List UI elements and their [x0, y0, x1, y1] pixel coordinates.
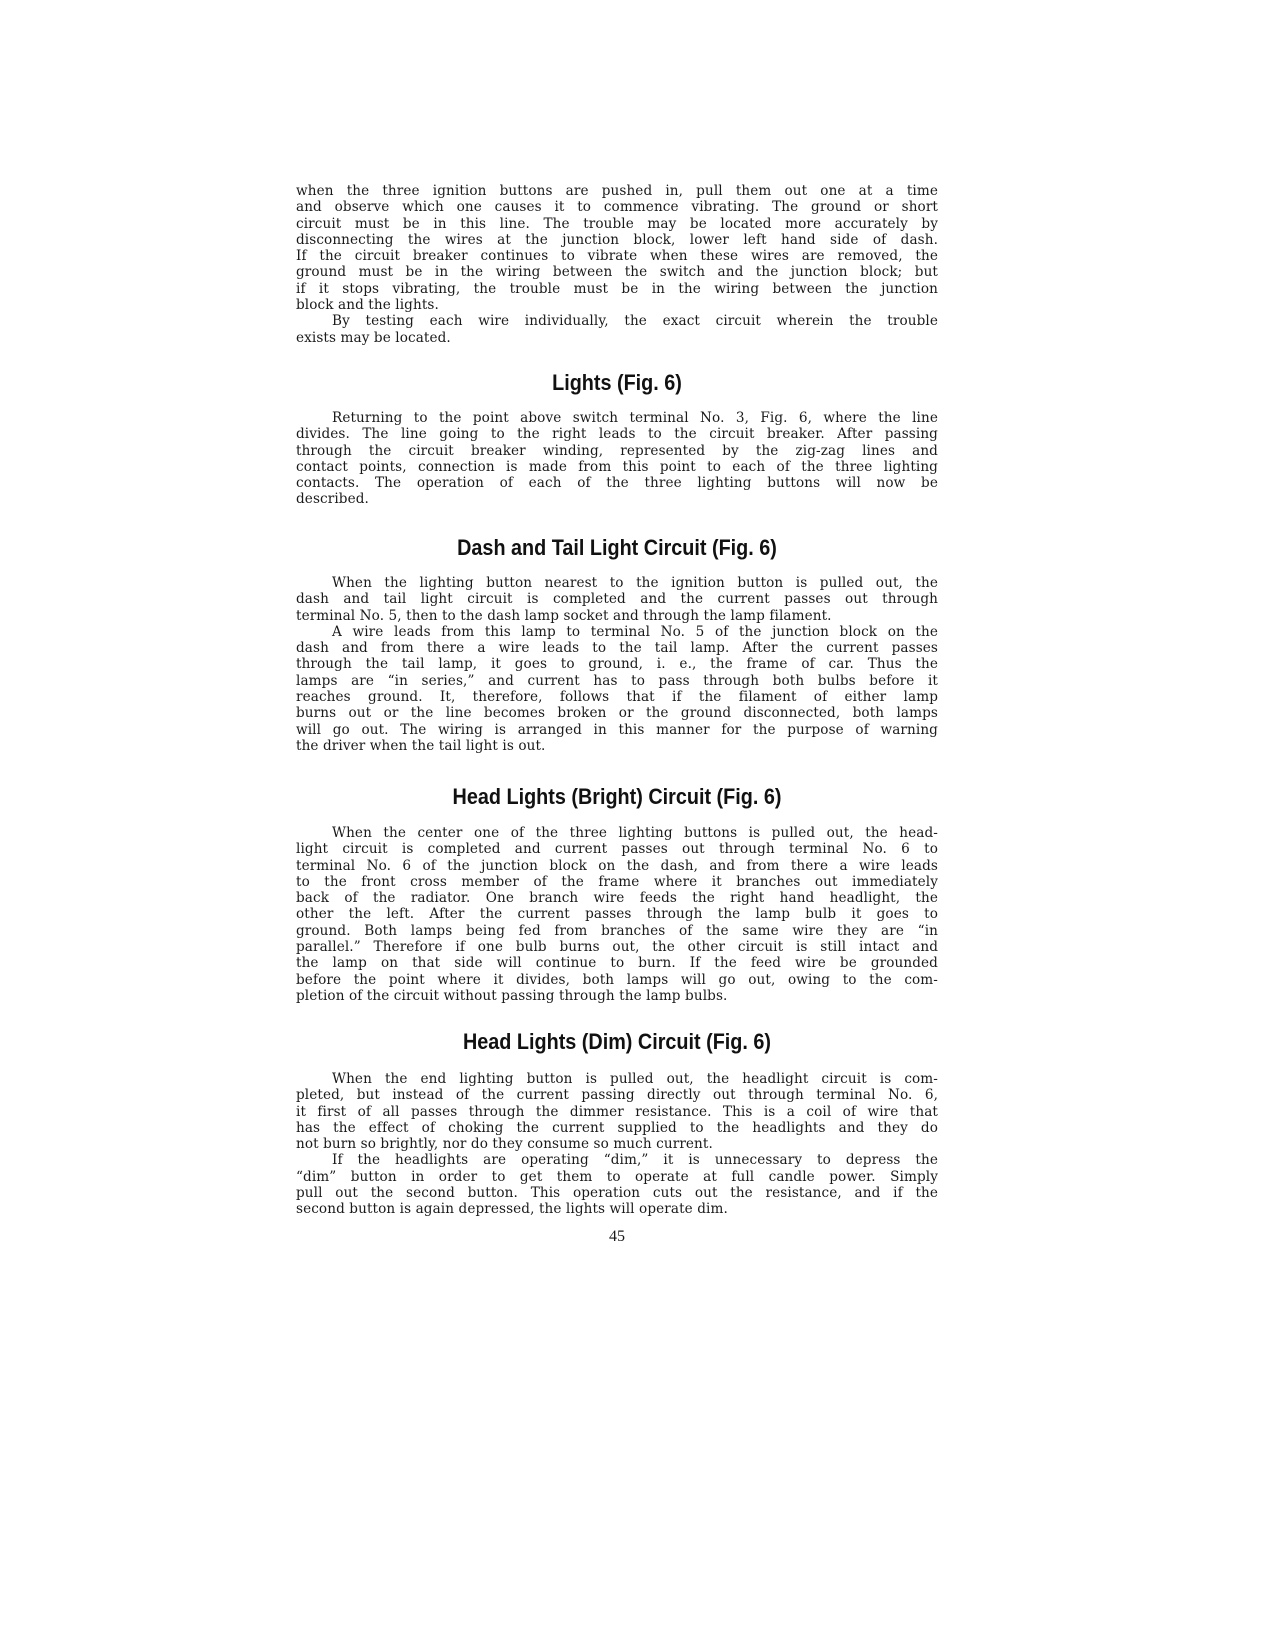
- text-line: lamps are “in series,” and current has to pass through both bulbs before it: [296, 672, 938, 689]
- text-line: disconnecting the wires at the junction block, lower left hand side of dash.: [296, 231, 938, 248]
- text-line: before the point where it divides, both lamps will go out, owing to the com-: [296, 971, 938, 988]
- text-line: If the headlights are operating “dim,” it is unnecessary to depress the: [332, 1152, 938, 1169]
- text-line: dash and tail light circuit is completed and the current passes out through: [296, 591, 938, 608]
- text-line: ground must be in the wiring between the switch and the junction block; but: [296, 264, 938, 281]
- section-body: [296, 575, 938, 754]
- text-line: light circuit is completed and current passes out through terminal No. 6 to: [296, 841, 938, 858]
- section-body: [296, 410, 938, 508]
- text-line: the lamp on that side will continue to burn. If the feed wire be grounded: [296, 955, 938, 972]
- text-line: terminal No. 6 of the junction block on the dash, and from there a wire leads: [296, 857, 938, 874]
- section-body: [296, 183, 938, 346]
- paragraph: [296, 313, 938, 346]
- paragraph: [296, 624, 938, 754]
- text-line: ground. Both lamps being fed from branches of the same wire they are “in: [296, 922, 938, 939]
- paragraph: [296, 1152, 938, 1217]
- text-line: the driver when the tail light is out.: [296, 737, 546, 754]
- section-heading: Head Lights (Dim) Circuit (Fig. 6): [462, 1029, 771, 1054]
- text-line: “dim” button in order to get them to operate at full candle power. Simply: [296, 1168, 938, 1185]
- paragraph: [296, 410, 938, 508]
- text-line: if it stops vibrating, the trouble must be in the wiring between the junction: [296, 280, 938, 297]
- text-line: When the center one of the three lighting buttons is pulled out, the head-: [332, 825, 938, 841]
- text-line: second button is again depressed, the lights will operate dim.: [296, 1201, 728, 1218]
- text-line: A wire leads from this lamp to terminal No. 5 of the junction block on the: [332, 623, 938, 640]
- text-line: will go out. The wiring is arranged in this manner for the purpose of warning: [296, 721, 938, 738]
- text-line: divides. The line going to the right leads to the circuit breaker. After passing: [296, 426, 938, 443]
- text-line: When the lighting button nearest to the ignition button is pulled out, the: [332, 575, 938, 591]
- section-heading: Head Lights (Bright) Circuit (Fig. 6): [452, 784, 782, 809]
- text-line: reaches ground. It, therefore, follows that if the filament of either lamp: [296, 689, 938, 706]
- text-line: pleted, but instead of the current passing directly out through terminal No. 6,: [296, 1087, 938, 1104]
- text-line: to the front cross member of the frame where it branches out immediately: [296, 873, 938, 890]
- paragraph: [296, 825, 938, 1004]
- text-line: when the three ignition buttons are pushed in, pull them out one at a time: [296, 183, 938, 199]
- text-line: and observe which one causes it to commence vibrating. The ground or short: [296, 199, 938, 216]
- paragraph: [296, 183, 938, 313]
- text-line: block and the lights.: [296, 297, 439, 314]
- text-line: If the circuit breaker continues to vibrate when these wires are removed, the: [296, 248, 938, 265]
- section-body: [296, 825, 938, 1004]
- text-line: it first of all passes through the dimmer resistance. This is a coil of wire that: [296, 1103, 938, 1120]
- text-line: terminal No. 5, then to the dash lamp socket and through the lamp filament.: [296, 607, 832, 624]
- text-line: not burn so brightly, nor do they consume so much current.: [296, 1136, 713, 1153]
- text-line: parallel.” Therefore if one bulb burns out, the other circuit is still intact and: [296, 939, 938, 956]
- section-heading: Dash and Tail Light Circuit (Fig. 6): [457, 535, 777, 560]
- text-line: pull out the second button. This operation cuts out the resistance, and if the: [296, 1185, 938, 1202]
- text-line: When the end lighting button is pulled out, the headlight circuit is com-: [332, 1071, 938, 1087]
- text-line: back of the radiator. One branch wire feeds the right hand headlight, the: [296, 890, 938, 907]
- text-line: contacts. The operation of each of the three lighting buttons will now be: [296, 475, 938, 492]
- text-line: contact points, connection is made from this point to each of the three lighting: [296, 458, 938, 475]
- text-line: through the tail lamp, it goes to ground, i. e., the frame of car. Thus the: [296, 656, 938, 673]
- page-number: 45: [609, 1228, 625, 1245]
- text-line: pletion of the circuit without passing through the lamp bulbs.: [296, 987, 728, 1004]
- text-line: other the left. After the current passes through the lamp bulb it goes to: [296, 906, 938, 923]
- text-line: described.: [296, 491, 369, 508]
- paragraph: [296, 575, 938, 624]
- text-line: through the circuit breaker winding, represented by the zig-zag lines and: [296, 442, 938, 459]
- text-line: dash and from there a wire leads to the tail lamp. After the current passes: [296, 640, 938, 657]
- text-line: has the effect of choking the current supplied to the headlights and they do: [296, 1119, 938, 1136]
- paragraph: [296, 1071, 938, 1152]
- text-line: circuit must be in this line. The trouble may be located more accurately by: [296, 215, 938, 232]
- section-heading: Lights (Fig. 6): [552, 370, 682, 395]
- text-line: exists may be located.: [296, 329, 451, 346]
- text-line: By testing each wire individually, the exact circuit wherein the trouble: [332, 313, 938, 330]
- text-line: burns out or the line becomes broken or the ground disconnected, both lamps: [296, 705, 938, 722]
- text-line: Returning to the point above switch terminal No. 3, Fig. 6, where the line: [332, 410, 938, 426]
- section-body: [296, 1071, 938, 1218]
